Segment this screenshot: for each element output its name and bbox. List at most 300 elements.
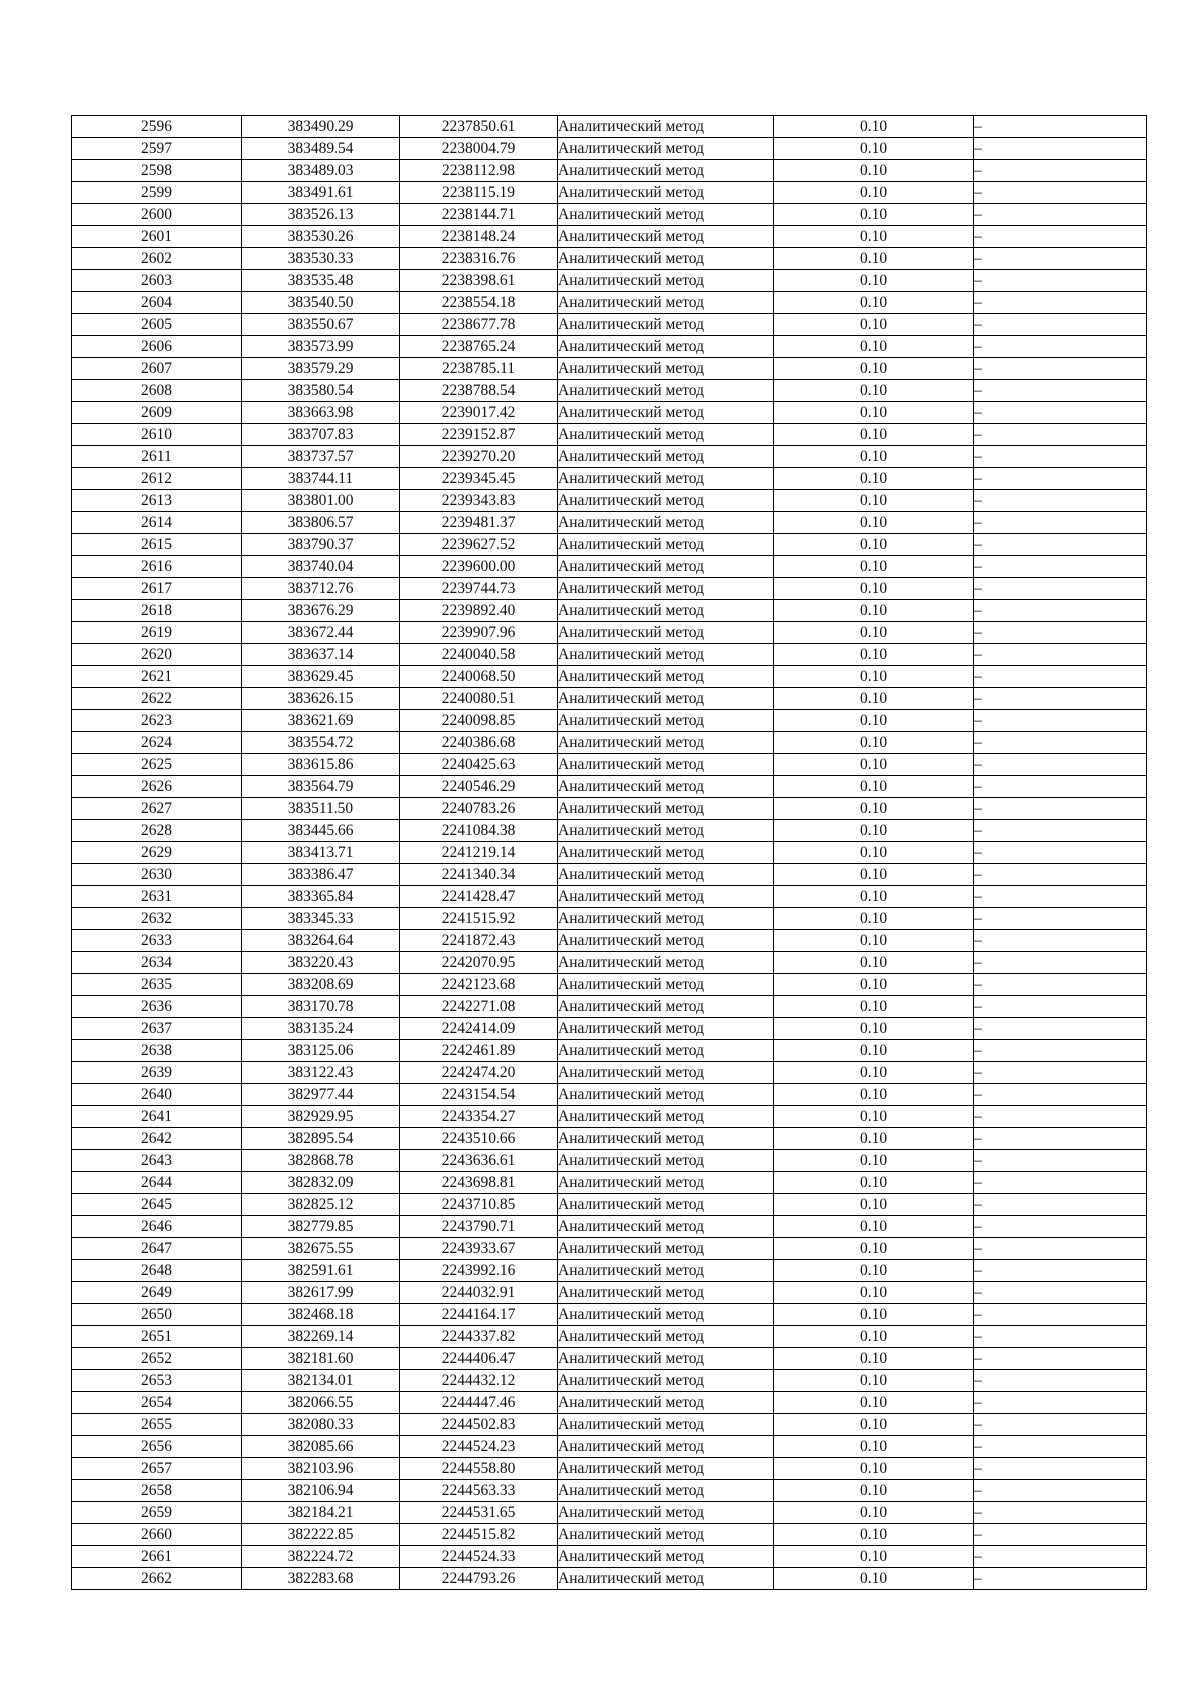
y-coordinate-cell: 2243354.27 (400, 1106, 558, 1128)
description-cell: – (974, 1502, 1147, 1524)
accuracy-cell: 0.10 (774, 1436, 974, 1458)
x-coordinate-cell: 382134.01 (242, 1370, 400, 1392)
accuracy-cell: 0.10 (774, 380, 974, 402)
description-cell: – (974, 842, 1147, 864)
y-coordinate-cell: 2238788.54 (400, 380, 558, 402)
x-coordinate-cell: 382269.14 (242, 1326, 400, 1348)
x-coordinate-cell: 383554.72 (242, 732, 400, 754)
table-row (72, 116, 1147, 138)
y-coordinate-cell: 2241084.38 (400, 820, 558, 842)
table-row (72, 1194, 1147, 1216)
accuracy-cell: 0.10 (774, 1172, 974, 1194)
description-cell: – (974, 798, 1147, 820)
x-coordinate-cell: 382832.09 (242, 1172, 400, 1194)
point-number-cell: 2649 (72, 1282, 242, 1304)
x-coordinate-cell: 383801.00 (242, 490, 400, 512)
y-coordinate-cell: 2244337.82 (400, 1326, 558, 1348)
table-row (72, 1568, 1147, 1590)
point-number-cell: 2605 (72, 314, 242, 336)
table-row (72, 1546, 1147, 1568)
table-row (72, 424, 1147, 446)
accuracy-cell: 0.10 (774, 622, 974, 644)
y-coordinate-cell: 2242414.09 (400, 1018, 558, 1040)
x-coordinate-cell: 383676.29 (242, 600, 400, 622)
method-cell: Аналитический метод (558, 1546, 774, 1568)
table-row (72, 138, 1147, 160)
accuracy-cell: 0.10 (774, 600, 974, 622)
method-cell: Аналитический метод (558, 1194, 774, 1216)
point-number-cell: 2632 (72, 908, 242, 930)
description-cell: – (974, 1480, 1147, 1502)
table-row (72, 1348, 1147, 1370)
description-cell: – (974, 204, 1147, 226)
table-row (72, 688, 1147, 710)
description-cell: – (974, 1436, 1147, 1458)
point-number-cell: 2600 (72, 204, 242, 226)
point-number-cell: 2608 (72, 380, 242, 402)
method-cell: Аналитический метод (558, 1150, 774, 1172)
x-coordinate-cell: 383530.26 (242, 226, 400, 248)
accuracy-cell: 0.10 (774, 138, 974, 160)
table-row (72, 842, 1147, 864)
point-number-cell: 2618 (72, 600, 242, 622)
table-row (72, 270, 1147, 292)
y-coordinate-cell: 2241219.14 (400, 842, 558, 864)
y-coordinate-cell: 2244563.33 (400, 1480, 558, 1502)
point-number-cell: 2627 (72, 798, 242, 820)
accuracy-cell: 0.10 (774, 314, 974, 336)
method-cell: Аналитический метод (558, 1062, 774, 1084)
method-cell: Аналитический метод (558, 1392, 774, 1414)
y-coordinate-cell: 2244032.91 (400, 1282, 558, 1304)
point-number-cell: 2637 (72, 1018, 242, 1040)
y-coordinate-cell: 2241428.47 (400, 886, 558, 908)
description-cell: – (974, 1282, 1147, 1304)
y-coordinate-cell: 2243992.16 (400, 1260, 558, 1282)
method-cell: Аналитический метод (558, 1084, 774, 1106)
method-cell: Аналитический метод (558, 886, 774, 908)
method-cell: Аналитический метод (558, 1458, 774, 1480)
description-cell: – (974, 292, 1147, 314)
method-cell: Аналитический метод (558, 864, 774, 886)
accuracy-cell: 0.10 (774, 1370, 974, 1392)
description-cell: – (974, 512, 1147, 534)
description-cell: – (974, 402, 1147, 424)
description-cell: – (974, 1546, 1147, 1568)
description-cell: – (974, 446, 1147, 468)
description-cell: – (974, 380, 1147, 402)
description-cell: – (974, 1128, 1147, 1150)
y-coordinate-cell: 2244515.82 (400, 1524, 558, 1546)
accuracy-cell: 0.10 (774, 160, 974, 182)
y-coordinate-cell: 2239892.40 (400, 600, 558, 622)
accuracy-cell: 0.10 (774, 952, 974, 974)
point-number-cell: 2629 (72, 842, 242, 864)
accuracy-cell: 0.10 (774, 424, 974, 446)
y-coordinate-cell: 2239343.83 (400, 490, 558, 512)
description-cell: – (974, 732, 1147, 754)
x-coordinate-cell: 383637.14 (242, 644, 400, 666)
table-row (72, 556, 1147, 578)
description-cell: – (974, 1260, 1147, 1282)
description-cell: – (974, 160, 1147, 182)
method-cell: Аналитический метод (558, 160, 774, 182)
y-coordinate-cell: 2244502.83 (400, 1414, 558, 1436)
y-coordinate-cell: 2240068.50 (400, 666, 558, 688)
y-coordinate-cell: 2244447.46 (400, 1392, 558, 1414)
method-cell: Аналитический метод (558, 1502, 774, 1524)
table-row (72, 1458, 1147, 1480)
point-number-cell: 2641 (72, 1106, 242, 1128)
accuracy-cell: 0.10 (774, 204, 974, 226)
x-coordinate-cell: 383208.69 (242, 974, 400, 996)
point-number-cell: 2625 (72, 754, 242, 776)
y-coordinate-cell: 2238765.24 (400, 336, 558, 358)
point-number-cell: 2602 (72, 248, 242, 270)
x-coordinate-cell: 382868.78 (242, 1150, 400, 1172)
x-coordinate-cell: 382106.94 (242, 1480, 400, 1502)
point-number-cell: 2615 (72, 534, 242, 556)
x-coordinate-cell: 383530.33 (242, 248, 400, 270)
table-row (72, 1502, 1147, 1524)
x-coordinate-cell: 382779.85 (242, 1216, 400, 1238)
accuracy-cell: 0.10 (774, 1348, 974, 1370)
accuracy-cell: 0.10 (774, 1502, 974, 1524)
y-coordinate-cell: 2240080.51 (400, 688, 558, 710)
description-cell: – (974, 468, 1147, 490)
table-row (72, 974, 1147, 996)
method-cell: Аналитический метод (558, 138, 774, 160)
method-cell: Аналитический метод (558, 1436, 774, 1458)
method-cell: Аналитический метод (558, 600, 774, 622)
point-number-cell: 2610 (72, 424, 242, 446)
table-row (72, 600, 1147, 622)
point-number-cell: 2662 (72, 1568, 242, 1590)
x-coordinate-cell: 383707.83 (242, 424, 400, 446)
table-row (72, 1172, 1147, 1194)
description-cell: – (974, 1084, 1147, 1106)
x-coordinate-cell: 383264.64 (242, 930, 400, 952)
method-cell: Аналитический метод (558, 1128, 774, 1150)
y-coordinate-cell: 2239744.73 (400, 578, 558, 600)
table-row (72, 1436, 1147, 1458)
point-number-cell: 2633 (72, 930, 242, 952)
method-cell: Аналитический метод (558, 974, 774, 996)
table-row (72, 1084, 1147, 1106)
description-cell: – (974, 710, 1147, 732)
description-cell: – (974, 138, 1147, 160)
method-cell: Аналитический метод (558, 1018, 774, 1040)
point-number-cell: 2614 (72, 512, 242, 534)
accuracy-cell: 0.10 (774, 402, 974, 424)
point-number-cell: 2655 (72, 1414, 242, 1436)
x-coordinate-cell: 383672.44 (242, 622, 400, 644)
table-row (72, 1018, 1147, 1040)
method-cell: Аналитический метод (558, 710, 774, 732)
method-cell: Аналитический метод (558, 622, 774, 644)
accuracy-cell: 0.10 (774, 1546, 974, 1568)
x-coordinate-cell: 383712.76 (242, 578, 400, 600)
y-coordinate-cell: 2242461.89 (400, 1040, 558, 1062)
y-coordinate-cell: 2239017.42 (400, 402, 558, 424)
table-row (72, 952, 1147, 974)
x-coordinate-cell: 383345.33 (242, 908, 400, 930)
description-cell: – (974, 688, 1147, 710)
method-cell: Аналитический метод (558, 1260, 774, 1282)
method-cell: Аналитический метод (558, 820, 774, 842)
point-number-cell: 2604 (72, 292, 242, 314)
description-cell: – (974, 424, 1147, 446)
point-number-cell: 2603 (72, 270, 242, 292)
point-number-cell: 2652 (72, 1348, 242, 1370)
method-cell: Аналитический метод (558, 424, 774, 446)
description-cell: – (974, 534, 1147, 556)
point-number-cell: 2648 (72, 1260, 242, 1282)
point-number-cell: 2599 (72, 182, 242, 204)
x-coordinate-cell: 382617.99 (242, 1282, 400, 1304)
accuracy-cell: 0.10 (774, 1458, 974, 1480)
x-coordinate-cell: 382591.61 (242, 1260, 400, 1282)
x-coordinate-cell: 382977.44 (242, 1084, 400, 1106)
x-coordinate-cell: 383626.15 (242, 688, 400, 710)
x-coordinate-cell: 383386.47 (242, 864, 400, 886)
description-cell: – (974, 1524, 1147, 1546)
method-cell: Аналитический метод (558, 1348, 774, 1370)
x-coordinate-cell: 383413.71 (242, 842, 400, 864)
table-row (72, 468, 1147, 490)
x-coordinate-cell: 383220.43 (242, 952, 400, 974)
point-number-cell: 2638 (72, 1040, 242, 1062)
x-coordinate-cell: 383579.29 (242, 358, 400, 380)
table-row (72, 1304, 1147, 1326)
method-cell: Аналитический метод (558, 732, 774, 754)
method-cell: Аналитический метод (558, 1216, 774, 1238)
y-coordinate-cell: 2238148.24 (400, 226, 558, 248)
description-cell: – (974, 974, 1147, 996)
table-row (72, 1480, 1147, 1502)
method-cell: Аналитический метод (558, 644, 774, 666)
accuracy-cell: 0.10 (774, 710, 974, 732)
table-row (72, 578, 1147, 600)
point-number-cell: 2630 (72, 864, 242, 886)
method-cell: Аналитический метод (558, 358, 774, 380)
description-cell: – (974, 1040, 1147, 1062)
x-coordinate-cell: 383135.24 (242, 1018, 400, 1040)
y-coordinate-cell: 2240425.63 (400, 754, 558, 776)
y-coordinate-cell: 2238554.18 (400, 292, 558, 314)
accuracy-cell: 0.10 (774, 732, 974, 754)
table-row (72, 1062, 1147, 1084)
description-cell: – (974, 908, 1147, 930)
method-cell: Аналитический метод (558, 226, 774, 248)
y-coordinate-cell: 2240386.68 (400, 732, 558, 754)
description-cell: – (974, 1326, 1147, 1348)
accuracy-cell: 0.10 (774, 1304, 974, 1326)
x-coordinate-cell: 382181.60 (242, 1348, 400, 1370)
y-coordinate-cell: 2240098.85 (400, 710, 558, 732)
method-cell: Аналитический метод (558, 556, 774, 578)
description-cell: – (974, 1370, 1147, 1392)
x-coordinate-cell: 383491.61 (242, 182, 400, 204)
y-coordinate-cell: 2238144.71 (400, 204, 558, 226)
description-cell: – (974, 952, 1147, 974)
table-row (72, 1106, 1147, 1128)
x-coordinate-cell: 383365.84 (242, 886, 400, 908)
x-coordinate-cell: 383526.13 (242, 204, 400, 226)
method-cell: Аналитический метод (558, 270, 774, 292)
description-cell: – (974, 556, 1147, 578)
x-coordinate-cell: 382085.66 (242, 1436, 400, 1458)
y-coordinate-cell: 2239270.20 (400, 446, 558, 468)
y-coordinate-cell: 2237850.61 (400, 116, 558, 138)
accuracy-cell: 0.10 (774, 1128, 974, 1150)
table-row (72, 380, 1147, 402)
accuracy-cell: 0.10 (774, 754, 974, 776)
table-row (72, 1282, 1147, 1304)
method-cell: Аналитический метод (558, 776, 774, 798)
description-cell: – (974, 864, 1147, 886)
method-cell: Аналитический метод (558, 1238, 774, 1260)
accuracy-cell: 0.10 (774, 842, 974, 864)
description-cell: – (974, 1414, 1147, 1436)
table-row (72, 1216, 1147, 1238)
description-cell: – (974, 776, 1147, 798)
x-coordinate-cell: 383806.57 (242, 512, 400, 534)
x-coordinate-cell: 382224.72 (242, 1546, 400, 1568)
y-coordinate-cell: 2244406.47 (400, 1348, 558, 1370)
table-row (72, 1326, 1147, 1348)
x-coordinate-cell: 382184.21 (242, 1502, 400, 1524)
x-coordinate-cell: 383740.04 (242, 556, 400, 578)
x-coordinate-cell: 383573.99 (242, 336, 400, 358)
x-coordinate-cell: 383615.86 (242, 754, 400, 776)
y-coordinate-cell: 2238677.78 (400, 314, 558, 336)
description-cell: – (974, 270, 1147, 292)
accuracy-cell: 0.10 (774, 666, 974, 688)
accuracy-cell: 0.10 (774, 1414, 974, 1436)
x-coordinate-cell: 383170.78 (242, 996, 400, 1018)
y-coordinate-cell: 2243636.61 (400, 1150, 558, 1172)
accuracy-cell: 0.10 (774, 820, 974, 842)
table-row (72, 1040, 1147, 1062)
table-row (72, 534, 1147, 556)
description-cell: – (974, 666, 1147, 688)
y-coordinate-cell: 2244164.17 (400, 1304, 558, 1326)
method-cell: Аналитический метод (558, 798, 774, 820)
method-cell: Аналитический метод (558, 1524, 774, 1546)
point-number-cell: 2653 (72, 1370, 242, 1392)
accuracy-cell: 0.10 (774, 182, 974, 204)
point-number-cell: 2631 (72, 886, 242, 908)
description-cell: – (974, 622, 1147, 644)
description-cell: – (974, 996, 1147, 1018)
method-cell: Аналитический метод (558, 1480, 774, 1502)
method-cell: Аналитический метод (558, 1282, 774, 1304)
table-row (72, 1260, 1147, 1282)
table-row (72, 292, 1147, 314)
x-coordinate-cell: 383790.37 (242, 534, 400, 556)
point-number-cell: 2621 (72, 666, 242, 688)
x-coordinate-cell: 382066.55 (242, 1392, 400, 1414)
accuracy-cell: 0.10 (774, 1062, 974, 1084)
accuracy-cell: 0.10 (774, 1150, 974, 1172)
table-row (72, 798, 1147, 820)
point-number-cell: 2640 (72, 1084, 242, 1106)
description-cell: – (974, 226, 1147, 248)
point-number-cell: 2609 (72, 402, 242, 424)
table-row (72, 1414, 1147, 1436)
description-cell: – (974, 1172, 1147, 1194)
x-coordinate-cell: 383580.54 (242, 380, 400, 402)
accuracy-cell: 0.10 (774, 776, 974, 798)
point-number-cell: 2624 (72, 732, 242, 754)
method-cell: Аналитический метод (558, 996, 774, 1018)
x-coordinate-cell: 382468.18 (242, 1304, 400, 1326)
y-coordinate-cell: 2242271.08 (400, 996, 558, 1018)
table-row (72, 1370, 1147, 1392)
x-coordinate-cell: 382103.96 (242, 1458, 400, 1480)
description-cell: – (974, 1018, 1147, 1040)
point-number-cell: 2643 (72, 1150, 242, 1172)
method-cell: Аналитический метод (558, 490, 774, 512)
accuracy-cell: 0.10 (774, 1106, 974, 1128)
y-coordinate-cell: 2241515.92 (400, 908, 558, 930)
y-coordinate-cell: 2244524.33 (400, 1546, 558, 1568)
method-cell: Аналитический метод (558, 1040, 774, 1062)
method-cell: Аналитический метод (558, 336, 774, 358)
method-cell: Аналитический метод (558, 402, 774, 424)
accuracy-cell: 0.10 (774, 1018, 974, 1040)
accuracy-cell: 0.10 (774, 292, 974, 314)
method-cell: Аналитический метод (558, 930, 774, 952)
x-coordinate-cell: 383122.43 (242, 1062, 400, 1084)
method-cell: Аналитический метод (558, 116, 774, 138)
point-number-cell: 2657 (72, 1458, 242, 1480)
accuracy-cell: 0.10 (774, 644, 974, 666)
accuracy-cell: 0.10 (774, 1084, 974, 1106)
x-coordinate-cell: 383564.79 (242, 776, 400, 798)
table-row (72, 248, 1147, 270)
accuracy-cell: 0.10 (774, 1238, 974, 1260)
table-row (72, 776, 1147, 798)
y-coordinate-cell: 2239481.37 (400, 512, 558, 534)
point-number-cell: 2646 (72, 1216, 242, 1238)
table-row (72, 446, 1147, 468)
y-coordinate-cell: 2238115.19 (400, 182, 558, 204)
point-number-cell: 2612 (72, 468, 242, 490)
accuracy-cell: 0.10 (774, 358, 974, 380)
point-number-cell: 2645 (72, 1194, 242, 1216)
method-cell: Аналитический метод (558, 1370, 774, 1392)
table-row (72, 402, 1147, 424)
x-coordinate-cell: 383621.69 (242, 710, 400, 732)
y-coordinate-cell: 2239600.00 (400, 556, 558, 578)
point-number-cell: 2659 (72, 1502, 242, 1524)
accuracy-cell: 0.10 (774, 490, 974, 512)
y-coordinate-cell: 2244558.80 (400, 1458, 558, 1480)
table-row (72, 864, 1147, 886)
description-cell: – (974, 820, 1147, 842)
description-cell: – (974, 182, 1147, 204)
table-row (72, 754, 1147, 776)
x-coordinate-cell: 383629.45 (242, 666, 400, 688)
x-coordinate-cell: 382825.12 (242, 1194, 400, 1216)
table-row (72, 930, 1147, 952)
x-coordinate-cell: 382929.95 (242, 1106, 400, 1128)
x-coordinate-cell: 382222.85 (242, 1524, 400, 1546)
description-cell: – (974, 1458, 1147, 1480)
description-cell: – (974, 314, 1147, 336)
